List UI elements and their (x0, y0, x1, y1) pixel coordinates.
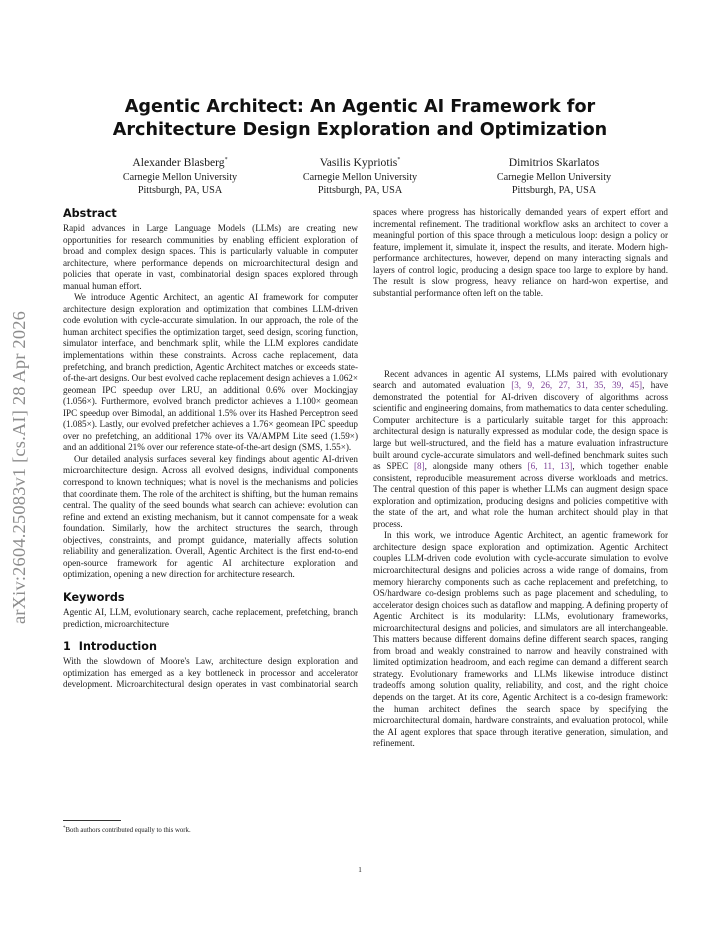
equal-contribution-mark: * (397, 157, 401, 163)
keywords-text: Agentic AI, LLM, evolutionary search, cache replacement, prefetching, branch prediction, microarchitecture (63, 606, 358, 629)
citation-link[interactable]: [6, 11, 13] (527, 461, 573, 472)
author-block-1 (80, 153, 280, 197)
intro-paragraph-1-continuation: spaces where progress has historically demanded years of expert effort and incremental refinement. The traditional workflow asks an architect to cover a meaningful portion of this space through a meticulous loop: design a policy or feature, implement it, simulate it, inspect the results, and iterate. Modern high-performance architectures, however, depend on many interacting signals and layers of control logic, producing a design space too large to explore by hand. The result is slow progress, heavy reliance on hard-won expertise, and substantial performance often left on the table. (373, 207, 668, 298)
intro-paragraph-1-start: With the slowdown of Moore's Law, architecture design exploration and optimization has emerged as a key bottleneck in processor and accelerator development. Microarchitectural design operates in vast combinatorial search (63, 656, 358, 690)
author-location: Pittsburgh, PA, USA (317, 184, 403, 196)
abstract-heading: Abstract (63, 207, 117, 220)
author-block-3 (454, 153, 654, 197)
paper-title: Agentic Architect: An Agentic AI Framework for Architecture Design Exploration and Optimization (112, 97, 608, 140)
author-location: Pittsburgh, PA, USA (511, 184, 597, 196)
author-block-2 (260, 153, 460, 197)
author-location: Pittsburgh, PA, USA (137, 184, 223, 196)
author-name: Dimitrios Skarlatos (508, 156, 600, 169)
abstract-paragraph-1: Rapid advances in Large Language Models (LLMs) are creating new opportunities for research communities by enabling efficient exploration of broad and complex design spaces. This is particularly valuable in computer architecture, where performance depends on microarchitectural design and policies that operate in vast, combinatorial design spaces explored through manual human effort. (63, 223, 358, 291)
right-column (373, 207, 668, 750)
section-number: 1 (63, 640, 71, 654)
section-heading-introduction (63, 640, 358, 653)
footnote-divider (63, 820, 121, 821)
author-affiliation: Carnegie Mellon University (496, 171, 612, 183)
author-affiliation: Carnegie Mellon University (302, 171, 418, 183)
author-affiliation: Carnegie Mellon University (122, 171, 238, 183)
abstract-paragraph-3: Our detailed analysis surfaces several key findings about agentic AI-driven microarchitecture design. Across all evolved designs, individual components correspond to known techniques; what is novel is the mechanisms and policies that coordinate them. The role of the architect is shifting, but the human remains central. The quality of the seed bounds what search can achieve: evolution can refine and extend an existing mechanism, but it cannot compensate for a weak foundation. Similarly, how the architect structures the search, through objectives, constraints, and prompt guidance, materially affects solution reliability and generalization. Overall, Agentic Architect is the first end-to-end open-source framework for agentic AI architecture exploration and optimization, opening a new direction for architecture research. (63, 453, 358, 580)
left-column (63, 207, 358, 691)
equal-contribution-mark: * (224, 157, 228, 163)
keywords-heading: Keywords (63, 590, 125, 604)
intro-paragraph-2: Recent advances in agentic AI systems, LLMs paired with evolutionary search and automated evaluation [3, 9, 26, 27, 31, 35, 39, 45], have demonstrated the potential for AI-driven discovery of algorithms across scientific and engineering domains, from mathematics to data center scheduling. Computer architecture is a particularly suitable target for this approach: architectural design is naturally expressed as modular code, the design space is large but well-structured, and the field has a mature evaluation infrastructure built around cycle-accurate simulators and well-defined benchmark suites such as SPEC [8], alongside many others [6, 11, 13], which together enable consistent, reproducible measurement across diverse workloads and metrics. The central question of this paper is whether LLMs can augment design space exploration and optimization, producing designs and policies competitive with the state of the art, and what role the human architect should play in that process. (373, 368, 669, 529)
footnote-mark: * (63, 826, 66, 831)
footnote (63, 824, 358, 835)
citation-link[interactable]: [3, 9, 26, 27, 31, 35, 39, 45] (511, 380, 643, 391)
author-name: Vasilis Kypriotis (319, 156, 398, 169)
section-title: Introduction (78, 640, 157, 654)
arxiv-identifier-text: arXiv:2604.25083v1 [cs.AI] 28 Apr 2026 (9, 310, 30, 624)
intro-paragraph-3: In this work, we introduce Agentic Architect, an agentic framework for architecture design space exploration and optimization. Agentic Architect couples LLM-driven code evolution with cycle-accurate simulation to evolve microarchitectural designs and policies across a wide range of domains, from memory hierarchy components such as cache replacement and prefetching, to OS/hardware co-design problems such as page placement and scheduling, to accelerator design choices such as dataflow and mapping. A defining property of Agentic Architect is its modularity: LLMs, evolutionary frameworks, microarchitectural designs and policies, and simulators are all interchangeable. This matters because different domains define different search spaces, ranging from broad and weakly constrained to narrow and heavily constrained with limited optimization headroom, and each regime can demand a different search strategy. Evolutionary frameworks and LLMs likewise introduce distinct tradeoffs among solution quality, reliability, and cost, and the right choice depends on the target. At its core, Agentic Architect is a co-design framework: the human architect defines the search space by specifying the microarchitectural domain, hardware constraints, and evaluation protocol, while the AI agent explores that space through iterative generation, simulation, and refinement. (373, 530, 668, 749)
citation-link[interactable]: [8] (414, 461, 425, 472)
author-name: Alexander Blasberg (132, 156, 225, 169)
page-number: 1 (358, 866, 362, 874)
abstract-paragraph-2: We introduce Agentic Architect, an agentic AI framework for computer architecture design exploration and optimization that combines LLM-driven code evolution with cycle-accurate simulation. In our approach, the role of the human architect specifies the optimization target, seed design, scoring function, simulator interface, and benchmark split, while the LLM explores candidate implementations within these constraints. Across cache replacement, data prefetching, and branch prediction, Agentic Architect matches or exceeds state-of-the-art designs. Our best evolved cache replacement design achieves a 1.062× geomean IPC speedup over LRU, an additional 0.6% over Mockingjay (1.056×). Furthermore, evolved branch predictor achieves a 1.100× geomean IPC speedup over Bimodal, an additional 1.5% over its Hashed Perceptron seed (1.085×). Lastly, our evolved prefetcher achieves a 1.76× geomean IPC speedup over no prefetching, an additional 17% over its VA/AMPM Lite seed (1.59×) and an additional 21% over our reference state-of-the-art design (SMS, 1.55×). (63, 292, 359, 453)
arxiv-identifier-stamp (4, 262, 36, 672)
footnote-text: Both authors contributed equally to this work. (65, 827, 191, 834)
